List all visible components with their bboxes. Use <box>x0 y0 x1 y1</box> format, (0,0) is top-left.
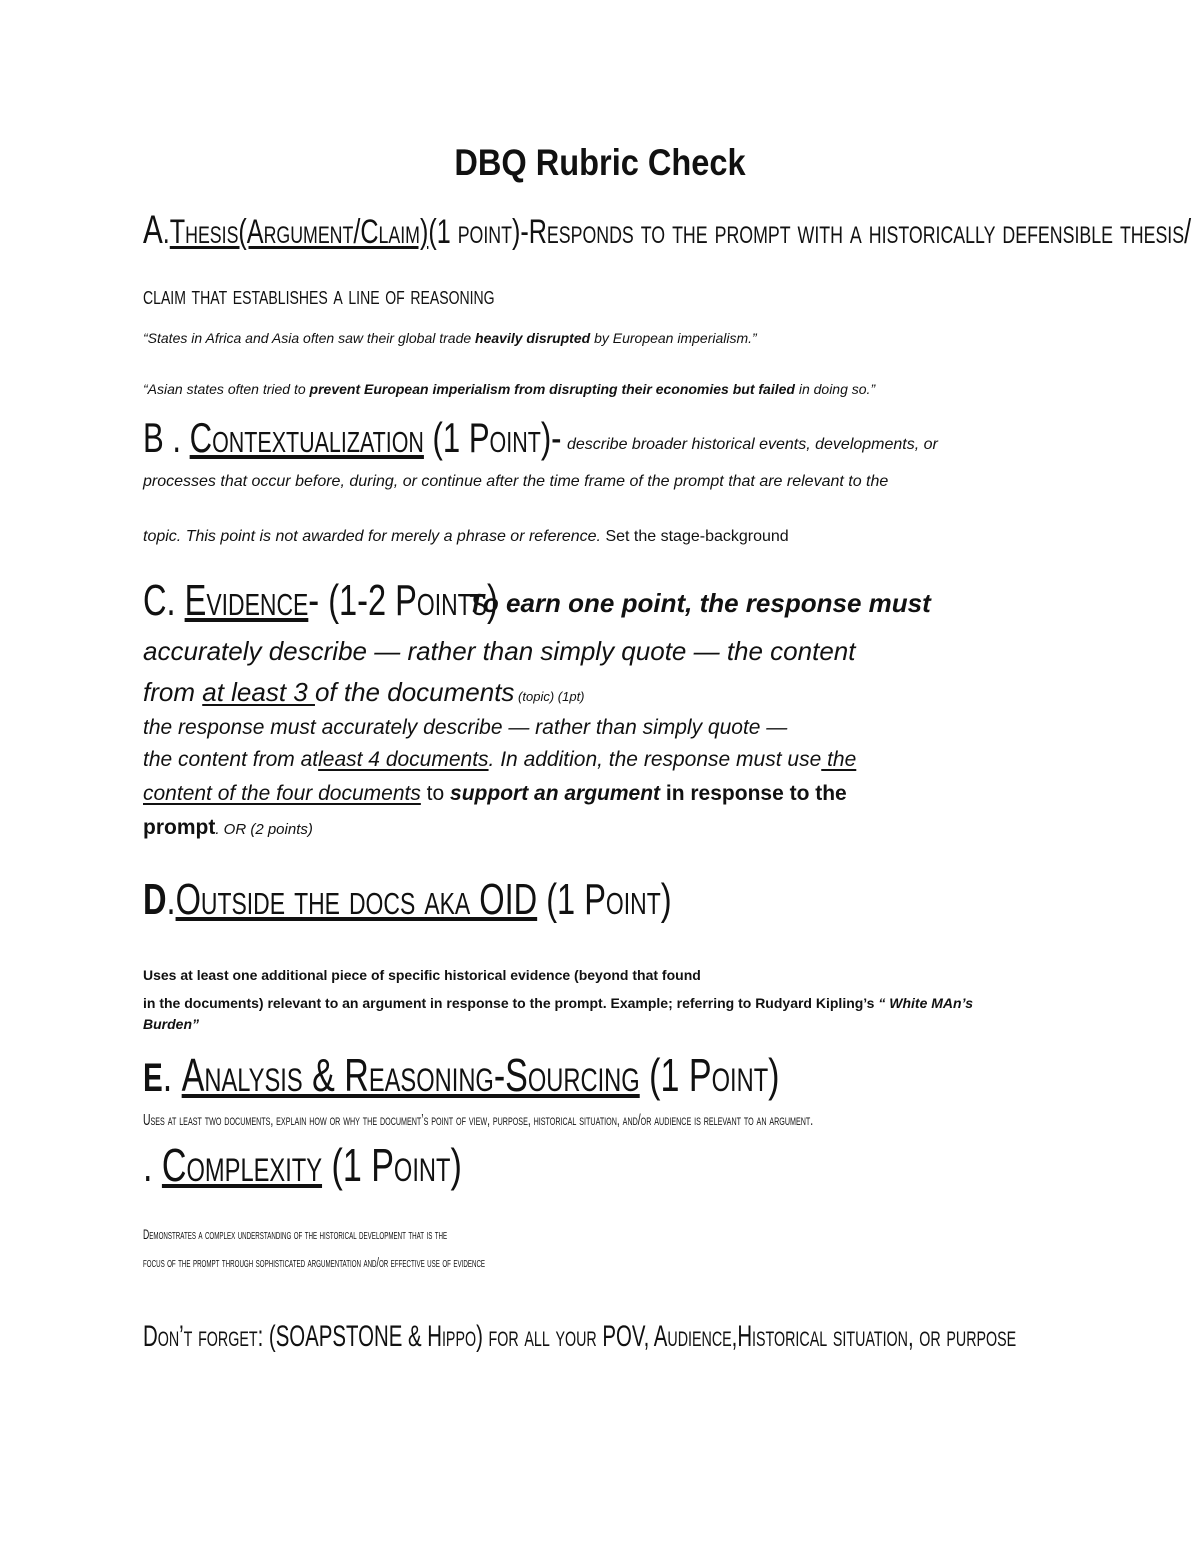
section-complexity-points: (1 Point) <box>331 1139 462 1191</box>
section-e-heading: E. Analysis & Reasoning-Sourcing (1 Point) <box>143 1049 780 1101</box>
reminder-note: Don’t forget: (SOAPSTONE & Hippo) for all your POV, Audience,Historical situation, or purpose <box>143 1320 1017 1353</box>
section-d-letter: D <box>143 875 167 924</box>
section-d-points: (1 Point) <box>546 875 672 924</box>
section-complexity-heading: . Complexity (1 Point) <box>143 1139 462 1191</box>
section-b-heading: B . Contextualization (1 Point)- <box>143 414 562 461</box>
section-complexity-desc-2: focus of the prompt through sophisticated argumentation and/or effective use of evidence <box>143 1254 486 1270</box>
section-e-letter: E <box>143 1056 163 1100</box>
section-a-label: Thesis(Argument/Claim) <box>169 213 429 251</box>
section-c-label: Evidence <box>184 576 309 625</box>
section-d-desc-3: Burden” <box>143 1016 199 1032</box>
section-a-heading: A.Thesis(Argument/Claim)(1 point)-Responds to the prompt with a historically defensible thesis/ <box>143 208 1192 252</box>
section-c-heading: C. Evidence- (1-2 Points) <box>143 576 498 625</box>
section-c-line-2: accurately describe — rather than simply quote — the content <box>143 636 856 666</box>
section-b-desc-2: processes that occur before, during, or continue after the time frame of the prompt that are relevant to the <box>143 473 889 490</box>
section-complexity-desc-1: Demonstrates a complex understanding of the historical development that is the <box>143 1226 448 1242</box>
section-a-example-1: “States in Africa and Asia often saw their global trade heavily disrupted by European imperialism.” <box>143 330 757 346</box>
section-d-label: Outside the docs aka OID <box>175 875 538 924</box>
section-c-line-7: prompt. OR (2 points) <box>143 816 313 839</box>
section-b-letter: B <box>143 414 164 461</box>
section-a-points: (1 point) <box>428 213 521 251</box>
section-c-line-3: from at least 3 of the documents (topic) (1pt) <box>143 677 585 707</box>
section-a-desc: -Responds to the prompt with a historically defensible thesis/ <box>520 213 1192 251</box>
section-a-example-2: “Asian states often tried to prevent European imperialism from disrupting their economies but failed in doing so.” <box>143 381 876 397</box>
section-b-desc-1: describe broader historical events, developments, or <box>567 436 938 453</box>
section-d-heading: D.Outside the docs aka OID (1 Point) <box>143 875 672 924</box>
page-title: DBQ Rubric Check <box>454 142 746 183</box>
section-c-line-6: content of the four documents to support an argument in response to the <box>143 782 847 805</box>
section-a-letter: A <box>143 208 163 252</box>
section-e-desc: Uses at least two documents, explain how or why the document’s point of view, purpose, historical situation, and/or audience is relevant to an argument. <box>143 1112 814 1129</box>
section-c-points: - (1-2 Points) <box>308 576 498 625</box>
section-b-points: (1 Point)- <box>432 414 562 461</box>
section-d-desc-1: Uses at least one additional piece of specific historical evidence (beyond that found <box>143 967 701 983</box>
section-d-desc-2: in the documents) relevant to an argument in response to the prompt. Example; referring to Rudyard Kipling’s “ White MAn’s <box>143 995 973 1011</box>
section-e-label: Analysis & Reasoning-Sourcing <box>181 1049 640 1101</box>
section-b-label: Contextualization <box>189 414 424 461</box>
section-c-line-4: the response must accurately describe — rather than simply quote — <box>143 716 788 739</box>
section-c-line-1: To earn one point, the response must <box>468 588 931 618</box>
section-a-desc-cont: claim that establishes a line of reasoning <box>143 280 495 310</box>
section-e-points: (1 Point) <box>649 1049 780 1101</box>
section-b-desc-3: topic. This point is not awarded for merely a phrase or reference. Set the stage-background <box>143 528 789 545</box>
section-c-line-5: the content from atleast 4 documents. In addition, the response must use the <box>143 748 857 771</box>
section-c-letter: C <box>143 576 167 625</box>
section-complexity-label: Complexity <box>161 1139 323 1191</box>
